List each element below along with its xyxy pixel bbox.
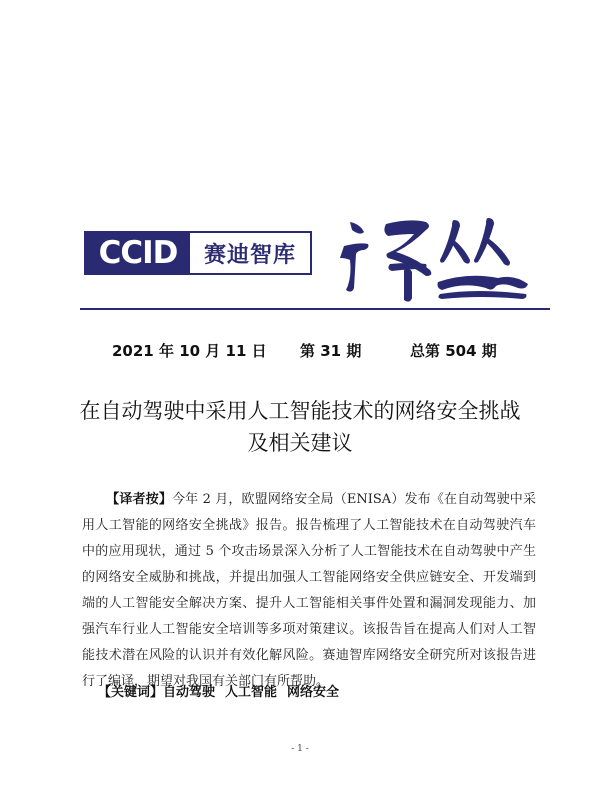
header-divider [80,308,550,310]
keyword-item: 网络安全 [287,685,340,700]
keywords-label: 【关键词】 [98,685,164,700]
ccid-logo [84,231,312,275]
page-number: - 1 - [291,744,309,754]
masthead-yicong-calligraphy [336,212,536,304]
title-line-1: 在自动驾驶中采用人工智能技术的网络安全挑战 [79,399,521,423]
keyword-item: 自动驾驶 [163,685,216,700]
logo-chinese: 赛迪智库 [203,242,296,268]
translator-note [82,487,536,695]
issue-total: 总第 504 期 [410,342,497,360]
keywords [98,681,349,700]
translator-note-label: 【译者按】 [106,492,172,507]
issue-date: 2021 年 10 月 11 日 [112,342,267,360]
translator-note-text: 今年 2 月，欧盟网络安全局（ENISA）发布《在自动驾驶中采用人工智能的网络安全挑战》报告。报告梳理了人工智能技术在自动驾驶汽车中的应用现状，通过 5 个攻击场景深入分析了人工智能技术在自动驾驶中产生的网络安全威胁和挑战，并提出加强人工智能网络安全供应链安全、开发端到端的人工智能安全解决方案、提升人工智能相关事件处置和漏洞发现能力、加强汽车行业人工智能安全培训等多项对策建议。该报告旨在提高人们对人工智能技术潜在风险的认识并有效化解风险。赛迪智库网络安全研究所对该报告进行了编译，期望对我国有关部门有所帮助。 [82,492,536,689]
keyword-item: 人工智能 [225,685,278,700]
logo-latin: CCID [86,233,190,273]
issue-number: 第 31 期 [300,342,362,360]
document-title [0,395,600,459]
title-line-2: 及相关建议 [247,431,353,455]
